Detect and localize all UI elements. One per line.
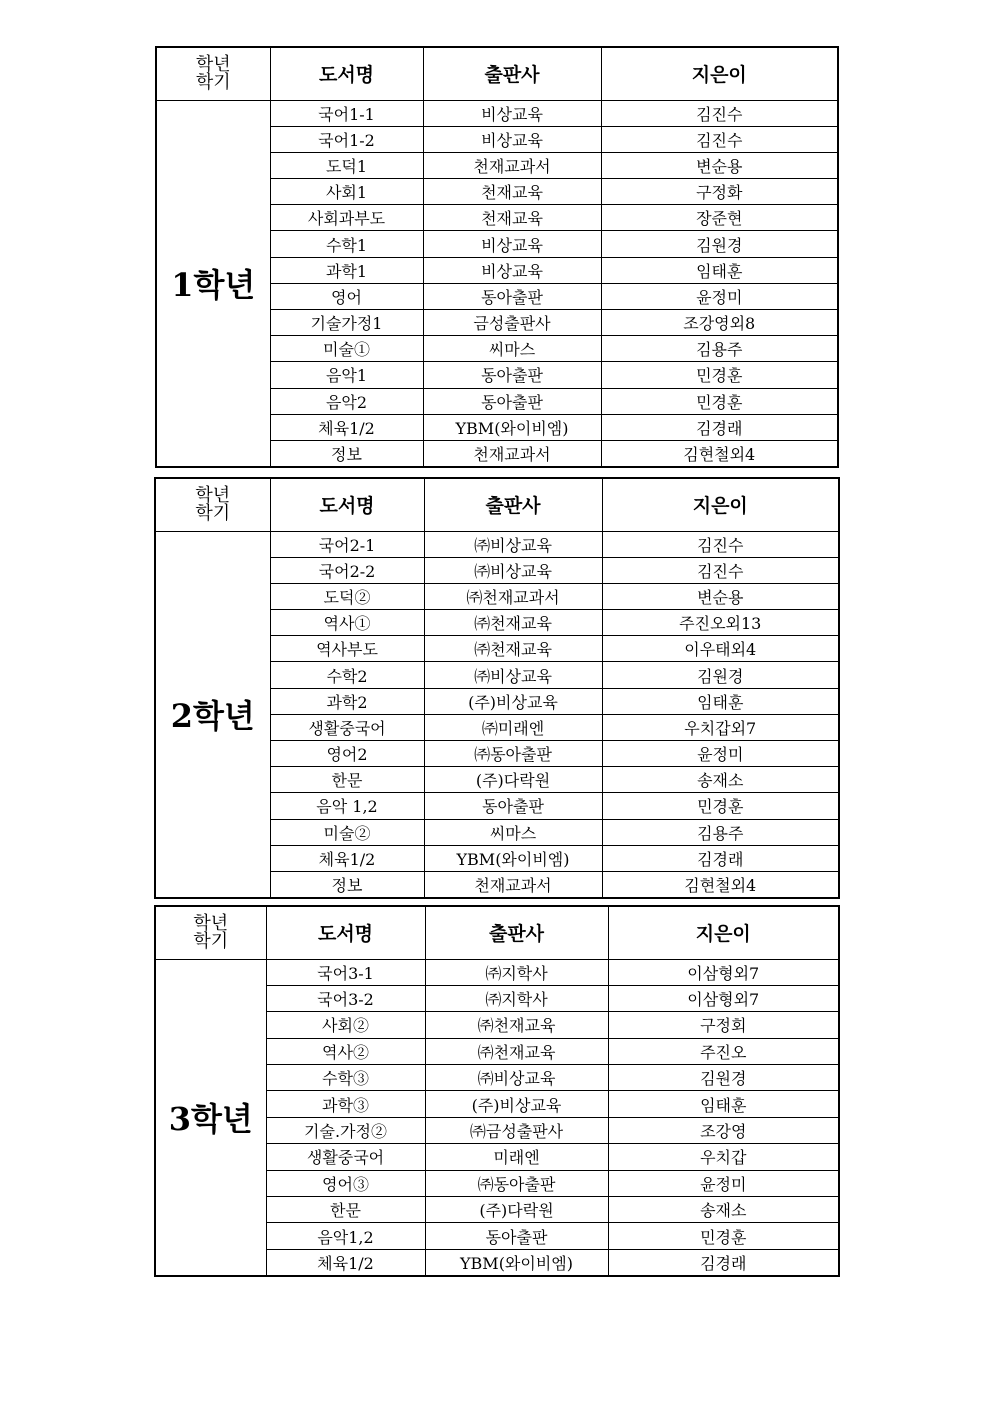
semester-header-label: 학기 (195, 71, 231, 93)
table-row (155, 531, 839, 557)
publisher-cell: YBM(와이비엠) (424, 845, 602, 871)
author-cell: 임태훈 (602, 688, 839, 714)
book-title-header: 도서명 (270, 47, 423, 100)
book-title-cell: 한문 (266, 1197, 425, 1223)
grade-2-textbook-table (154, 477, 840, 899)
book-title-cell: 정보 (270, 440, 423, 466)
author-header: 지은이 (608, 906, 839, 959)
publisher-cell: 씨마스 (423, 336, 601, 362)
publisher-cell: ㈜천재교육 (425, 1038, 608, 1064)
publisher-cell: (주)비상교육 (425, 1091, 608, 1117)
book-title-cell: 미술① (270, 336, 423, 362)
author-cell: 조강영외8 (601, 310, 838, 336)
publisher-cell: 천재교육 (423, 179, 601, 205)
publisher-cell: ㈜천재교과서 (424, 583, 602, 609)
book-title-cell: 국어1-2 (270, 126, 423, 152)
publisher-header: 출판사 (425, 906, 608, 959)
publisher-cell: (주)다락원 (425, 1197, 608, 1223)
book-title-cell: 국어1-1 (270, 100, 423, 126)
book-title-cell: 역사① (270, 610, 424, 636)
grade-header-label: 학년 (193, 912, 229, 934)
book-title-cell: 음악1,2 (266, 1223, 425, 1249)
author-cell: 우치갑 (608, 1144, 839, 1170)
publisher-cell: 동아출판 (423, 283, 601, 309)
book-title-cell: 영어③ (266, 1170, 425, 1196)
author-cell: 조강영 (608, 1117, 839, 1143)
book-title-cell: 음악1 (270, 362, 423, 388)
book-title-cell: 생활중국어 (266, 1144, 425, 1170)
author-cell: 민경훈 (601, 362, 838, 388)
table-header-row (156, 47, 838, 100)
author-cell: 김원경 (601, 231, 838, 257)
book-title-cell: 도덕1 (270, 152, 423, 178)
author-cell: 김현철외4 (602, 871, 839, 897)
publisher-header: 출판사 (424, 478, 602, 531)
publisher-cell: 금성출판사 (423, 310, 601, 336)
publisher-cell: YBM(와이비엠) (423, 414, 601, 440)
author-cell: 민경훈 (601, 388, 838, 414)
book-title-cell: 영어2 (270, 741, 424, 767)
author-cell: 김원경 (608, 1065, 839, 1091)
publisher-cell: ㈜천재교육 (424, 636, 602, 662)
publisher-cell: 동아출판 (424, 793, 602, 819)
author-cell: 구정회 (608, 1012, 839, 1038)
author-cell: 윤정미 (602, 741, 839, 767)
author-cell: 김용주 (601, 336, 838, 362)
book-title-cell: 사회② (266, 1012, 425, 1038)
author-cell: 김현철외4 (601, 440, 838, 466)
publisher-cell: (주)다락원 (424, 767, 602, 793)
author-cell: 김진수 (602, 531, 839, 557)
publisher-cell: ㈜비상교육 (424, 531, 602, 557)
publisher-cell: 비상교육 (423, 100, 601, 126)
publisher-cell: ㈜비상교육 (424, 662, 602, 688)
publisher-cell: ㈜동아출판 (425, 1170, 608, 1196)
book-title-cell: 음악2 (270, 388, 423, 414)
publisher-cell: ㈜지학사 (425, 985, 608, 1011)
author-cell: 김진수 (601, 100, 838, 126)
publisher-cell: 천재교과서 (423, 152, 601, 178)
book-title-cell: 도덕② (270, 583, 424, 609)
author-cell: 이우태외4 (602, 636, 839, 662)
author-cell: 임태훈 (608, 1091, 839, 1117)
author-cell: 김경래 (602, 845, 839, 871)
book-title-cell: 생활중국어 (270, 714, 424, 740)
publisher-cell: ㈜동아출판 (424, 741, 602, 767)
book-title-cell: 과학③ (266, 1091, 425, 1117)
book-title-header: 도서명 (270, 478, 424, 531)
publisher-cell: 미래엔 (425, 1144, 608, 1170)
book-title-cell: 과학2 (270, 688, 424, 714)
author-cell: 송재소 (608, 1197, 839, 1223)
book-title-cell: 수학2 (270, 662, 424, 688)
book-title-cell: 기술가정1 (270, 310, 423, 336)
author-cell: 김진수 (601, 126, 838, 152)
author-cell: 주진오 (608, 1038, 839, 1064)
publisher-cell: 동아출판 (425, 1223, 608, 1249)
author-cell: 김원경 (602, 662, 839, 688)
book-title-cell: 영어 (270, 283, 423, 309)
book-title-cell: 체육1/2 (270, 845, 424, 871)
book-title-cell: 국어2-2 (270, 557, 424, 583)
grade-semester-header (156, 47, 270, 100)
author-cell: 김경래 (608, 1249, 839, 1275)
author-cell: 이삼형외7 (608, 985, 839, 1011)
publisher-cell: ㈜금성출판사 (425, 1117, 608, 1143)
book-title-cell: 수학③ (266, 1065, 425, 1091)
author-cell: 이삼형외7 (608, 959, 839, 985)
author-cell: 김용주 (602, 819, 839, 845)
publisher-cell: 천재교과서 (423, 440, 601, 466)
author-cell: 주진오외13 (602, 610, 839, 636)
book-title-cell: 국어2-1 (270, 531, 424, 557)
book-title-cell: 역사부도 (270, 636, 424, 662)
publisher-cell: 비상교육 (423, 126, 601, 152)
publisher-header: 출판사 (423, 47, 601, 100)
book-title-cell: 과학1 (270, 257, 423, 283)
table-row (155, 959, 839, 985)
publisher-cell: 천재교과서 (424, 871, 602, 897)
publisher-cell: 비상교육 (423, 257, 601, 283)
table-header-row (155, 478, 839, 531)
grade-semester-header (155, 906, 266, 959)
table-header-row (155, 906, 839, 959)
book-title-cell: 사회1 (270, 179, 423, 205)
grade-label: 3학년 (155, 959, 266, 1276)
book-title-cell: 국어3-2 (266, 985, 425, 1011)
author-cell: 윤정미 (601, 283, 838, 309)
book-title-cell: 사회과부도 (270, 205, 423, 231)
publisher-cell: 씨마스 (424, 819, 602, 845)
grade-header-label: 학년 (195, 53, 231, 75)
grade-label: 1학년 (156, 100, 270, 467)
book-title-cell: 수학1 (270, 231, 423, 257)
author-cell: 김경래 (601, 414, 838, 440)
grade-3-textbook-table (154, 905, 840, 1277)
book-title-cell: 기술.가정② (266, 1117, 425, 1143)
semester-header-label: 학기 (193, 930, 229, 952)
publisher-cell: 동아출판 (423, 388, 601, 414)
grade-semester-header (155, 478, 270, 531)
book-title-cell: 미술② (270, 819, 424, 845)
book-title-cell: 역사② (266, 1038, 425, 1064)
author-cell: 변순용 (601, 152, 838, 178)
book-title-cell: 한문 (270, 767, 424, 793)
author-header: 지은이 (602, 478, 839, 531)
author-cell: 장준현 (601, 205, 838, 231)
author-cell: 임태훈 (601, 257, 838, 283)
grade-label: 2학년 (155, 531, 270, 898)
author-header: 지은이 (601, 47, 838, 100)
publisher-cell: 천재교육 (423, 205, 601, 231)
author-cell: 우치갑외7 (602, 714, 839, 740)
publisher-cell: ㈜미래엔 (424, 714, 602, 740)
author-cell: 김진수 (602, 557, 839, 583)
book-title-cell: 체육1/2 (266, 1249, 425, 1275)
author-cell: 송재소 (602, 767, 839, 793)
grade-header-label: 학년 (195, 484, 231, 506)
publisher-cell: ㈜천재교육 (424, 610, 602, 636)
semester-header-label: 학기 (195, 502, 231, 524)
book-title-header: 도서명 (266, 906, 425, 959)
author-cell: 구정화 (601, 179, 838, 205)
publisher-cell: 동아출판 (423, 362, 601, 388)
book-title-cell: 국어3-1 (266, 959, 425, 985)
author-cell: 변순용 (602, 583, 839, 609)
table-row (156, 100, 838, 126)
publisher-cell: ㈜천재교육 (425, 1012, 608, 1038)
author-cell: 윤정미 (608, 1170, 839, 1196)
book-title-cell: 음악 1,2 (270, 793, 424, 819)
publisher-cell: 비상교육 (423, 231, 601, 257)
author-cell: 민경훈 (602, 793, 839, 819)
author-cell: 민경훈 (608, 1223, 839, 1249)
book-title-cell: 체육1/2 (270, 414, 423, 440)
publisher-cell: (주)비상교육 (424, 688, 602, 714)
publisher-cell: ㈜지학사 (425, 959, 608, 985)
grade-1-textbook-table (155, 46, 839, 468)
publisher-cell: YBM(와이비엠) (425, 1249, 608, 1275)
book-title-cell: 정보 (270, 871, 424, 897)
publisher-cell: ㈜비상교육 (424, 557, 602, 583)
publisher-cell: ㈜비상교육 (425, 1065, 608, 1091)
